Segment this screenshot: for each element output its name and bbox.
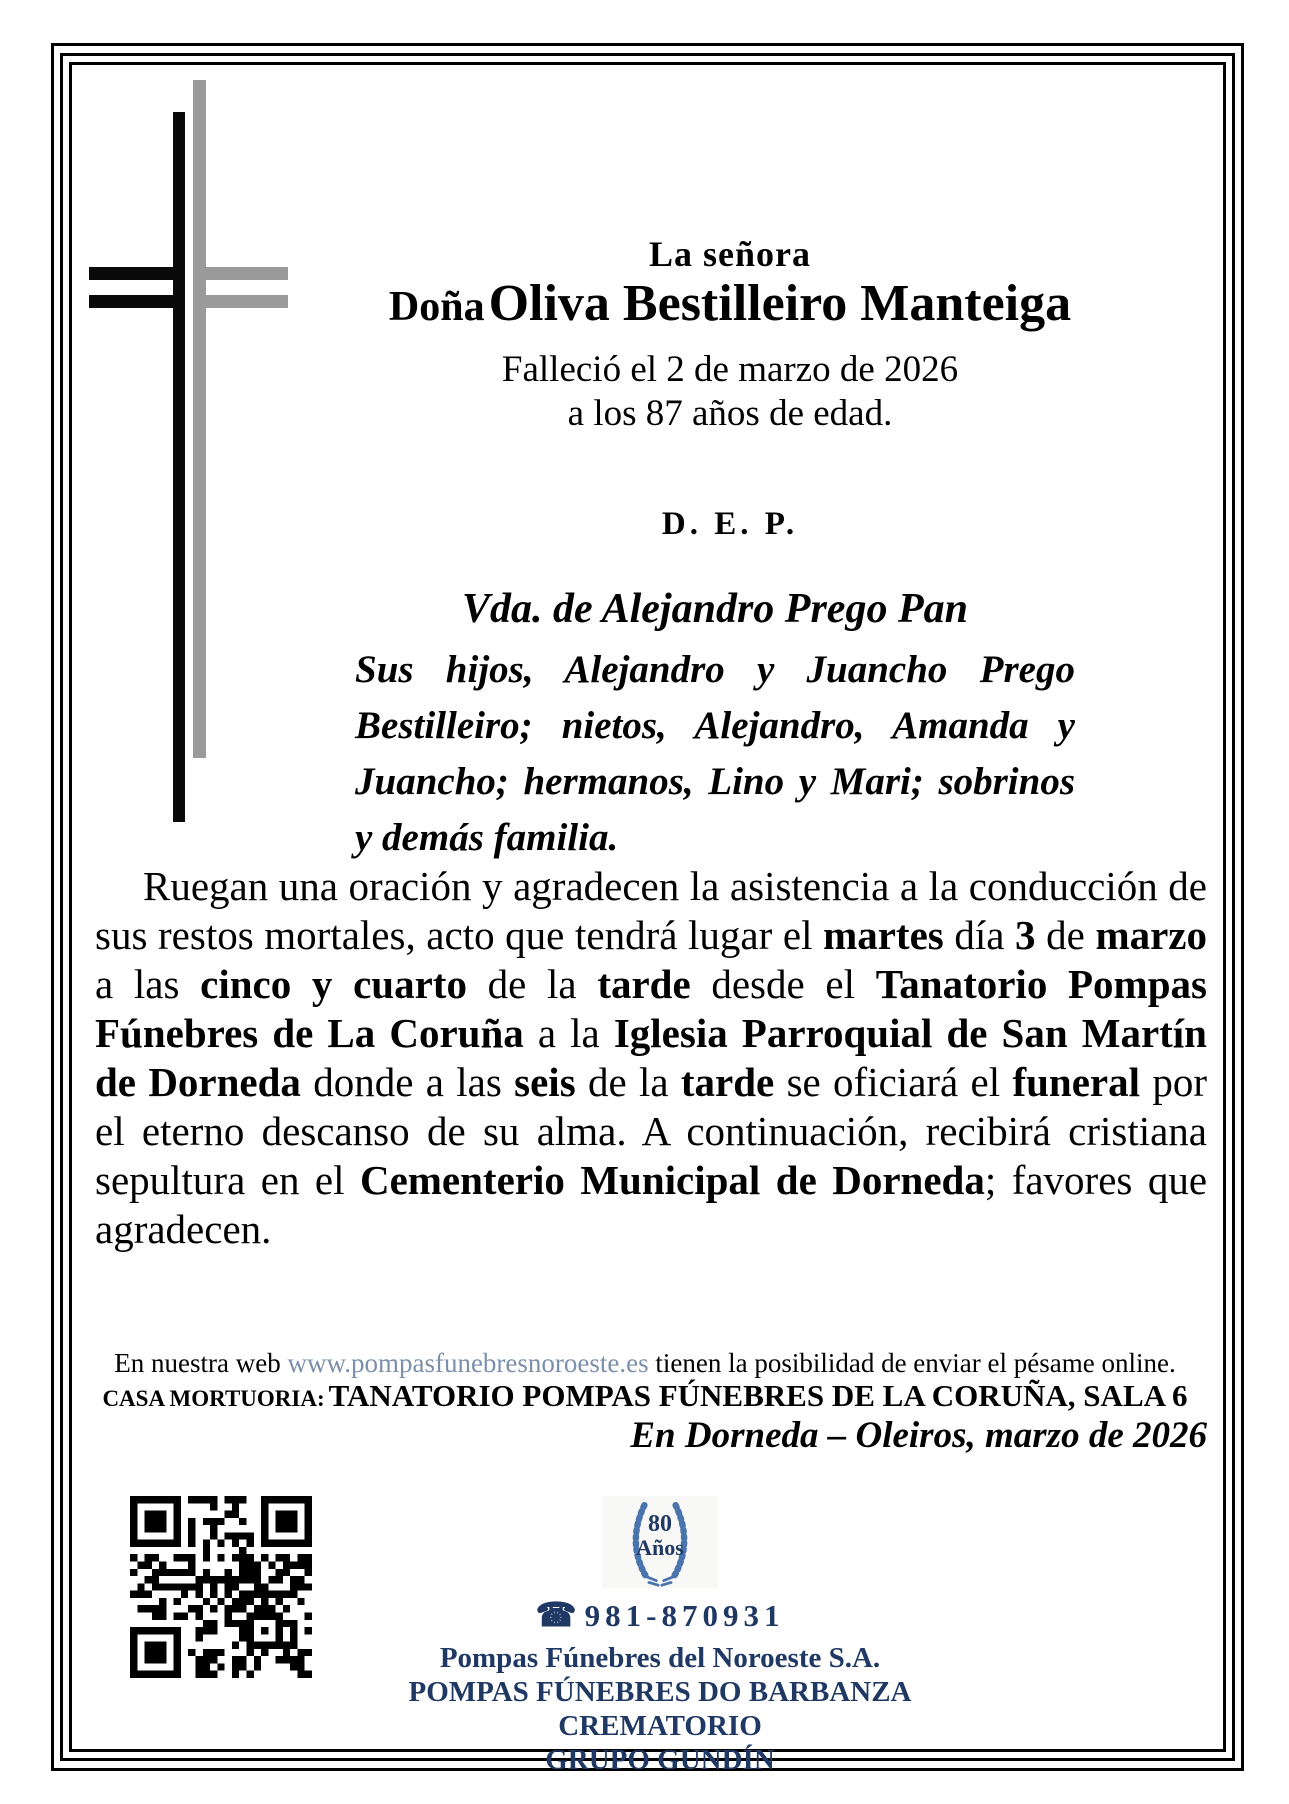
qr-code-image [130,1496,312,1678]
mortuary-line [80,1378,1210,1414]
intro-line: La señora [649,234,811,274]
phone-icon: ☎ [535,1598,577,1634]
deceased-name-line [250,274,1210,346]
website-link[interactable]: www.pompasfunebresnoroeste.es [287,1348,649,1378]
cross-arm-black-upper [89,267,185,280]
family-paragraph: Sus hijos, Alejandro y Juancho Prego Bestilleiro; nietos, Alejandro, Amanda y Juancho; hermanos, Lino y Mari; sobrinos y demás familia. [355,648,1075,859]
deceased-name: Oliva Bestilleiro Manteiga [488,275,1072,332]
company-name-3: GRUPO GUNDÍN [545,1744,775,1776]
web-line-prefix: En nuestra web [114,1348,288,1378]
anniversary-badge [602,1496,718,1588]
badge-text [602,1512,718,1560]
web-line-suffix: tienen la posibilidad de enviar el pésame online. [648,1348,1176,1378]
cross-vertical-gray [193,80,206,758]
place-date-line: En Dorneda – Oleiros, marzo de 2026 [630,1415,1207,1456]
announcement-paragraph: Ruegan una oración y agradecen la asistencia a la conducción de sus restos mortales, acto que tendrá lugar el martes día 3 de marzo a las cinco y cuarto de la tarde desde el Tanatorio Pompas Fúnebres de La Coruña a la Iglesia Parroquial de San Martín de Dorneda donde a las seis de la tarde se oficiará el funeral por el eterno descanso de su alma. A continuación, recibirá cristiana sepultura en el Cementerio Municipal de Dorneda; favores que agradecen. [95,863,1208,1252]
phone-line [330,1595,990,1635]
cross-vertical-black [173,112,185,822]
funeral-home-footer [330,1496,990,1777]
widow-of-line: Vda. de Alejandro Prego Pan [462,586,968,632]
age-line: a los 87 años de edad. [567,393,893,434]
phone-number: 981-870931 [584,1598,785,1633]
dep-line: D. E. P. [661,506,799,542]
death-date-line: Falleció el 2 de marzo de 2026 [501,349,959,390]
name-prefix: Doña [388,284,485,330]
mortuary-label: CASA MORTUORIA: [102,1386,325,1411]
web-condolences-line [80,1348,1210,1379]
badge-years: 80 [648,1511,672,1537]
company-name-2: POMPAS FÚNEBRES DO BARBANZA CREMATORIO [408,1676,912,1742]
mortuary-value: TANATORIO POMPAS FÚNEBRES DE LA CORUÑA, SALA 6 [328,1378,1188,1413]
notice-header [250,236,1210,541]
badge-years-label: Años [636,1535,684,1560]
qr-code-icon [130,1496,312,1678]
cross-arm-black-lower [89,295,185,308]
company-name-1: Pompas Fúnebres del Noroeste S.A. [439,1642,881,1674]
